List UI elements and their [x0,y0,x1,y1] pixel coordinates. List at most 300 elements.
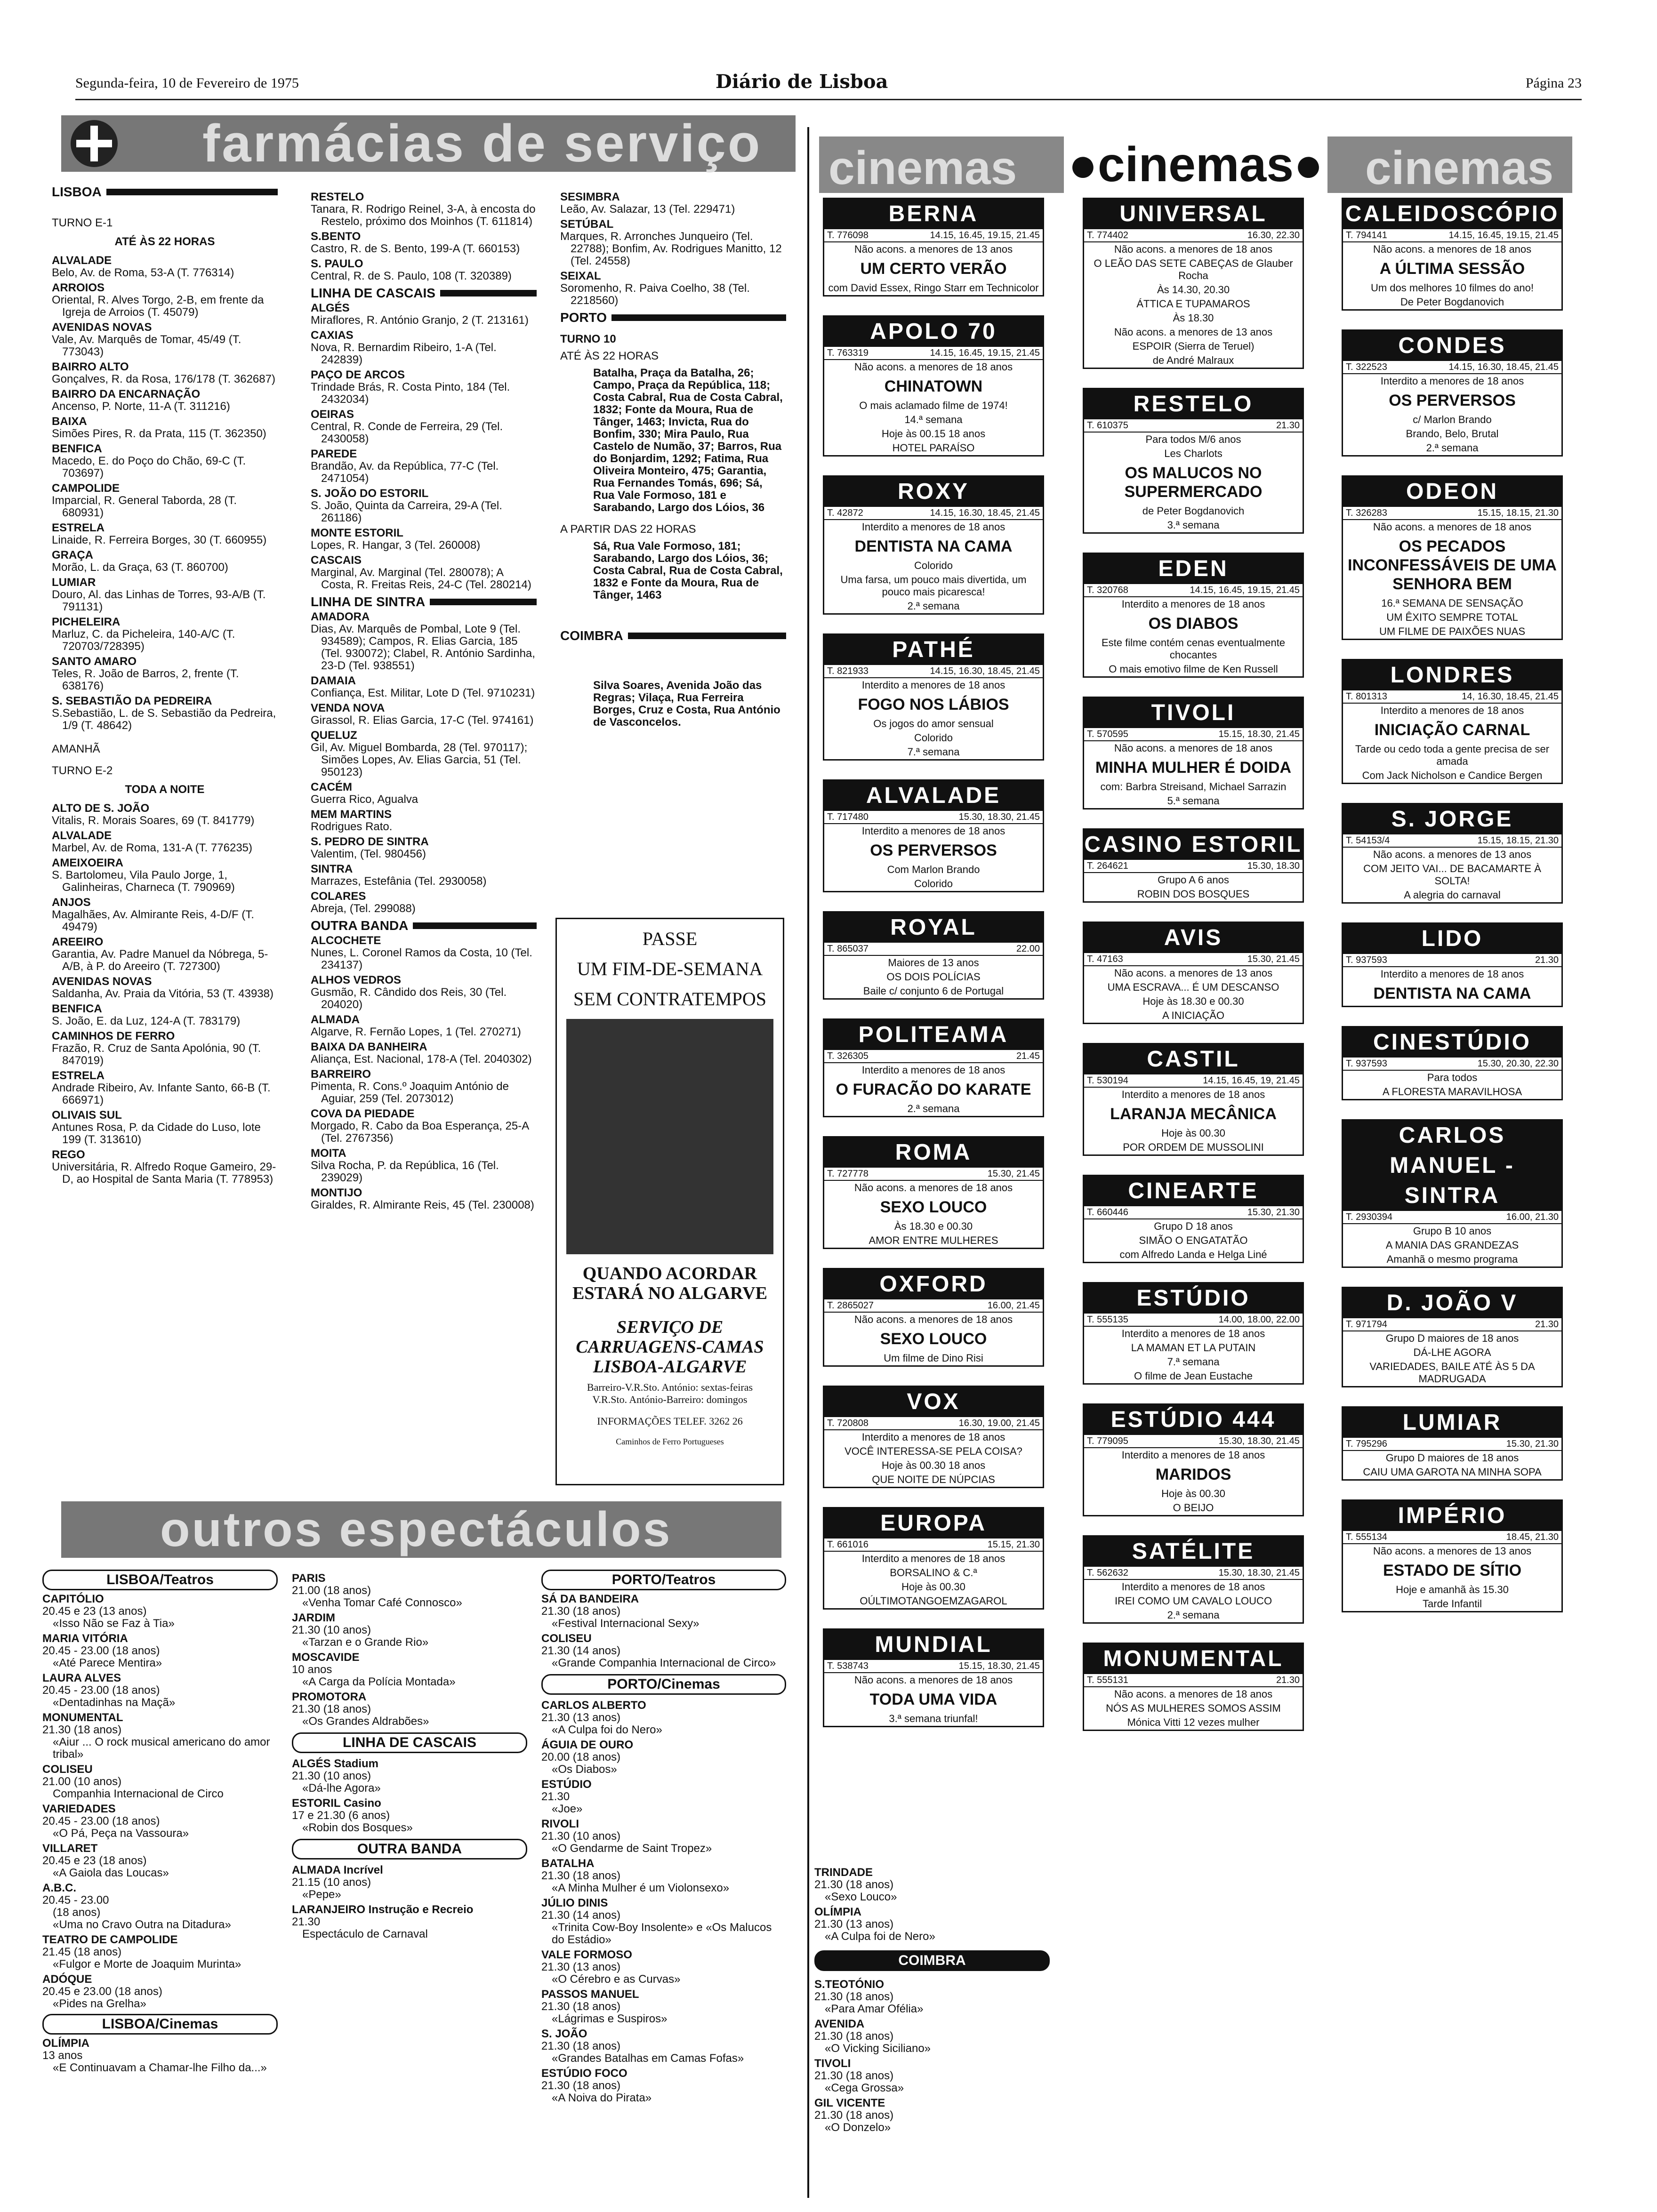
outros-column-2 [292,1570,527,1940]
list-entry: Tanara, R. Rodrigo Reinel, 3-A, à encosta do Restelo, próximo dos Moinhos (T. 611814) [311,203,536,228]
cinema-phone-times [1084,1567,1303,1580]
cinema-phone: T. 776098 [827,230,869,240]
cinema-times: 14.15, 16.30, 18.45, 21.45 [1448,362,1559,372]
cinema-box-sat-lite [1083,1535,1304,1624]
cinema-note: Os jogos do amor sensual [873,718,994,729]
cinema-film-title: SEXO LOUCO [880,1330,987,1348]
cinema-note: Amanhã o mesmo programa [1386,1253,1518,1265]
list-entry: Universitária, R. Alfredo Roque Gameiro, 29-D, ao Hospital de Santa Maria (T. 778953) [52,1161,276,1186]
list-heading: AREEIRO [52,936,104,948]
cinema-box-londres [1342,659,1563,784]
cinema-phone: T. 794141 [1346,230,1387,240]
list-entry: Marluz, C. da Picheleira, 140-A/C (T. 720703/728395) [52,628,235,653]
cinema-note: c/ Marlon Brando [1413,414,1492,425]
label-porto-teatros: PORTO/Teatros [541,1570,786,1590]
cinema-note: com David Essex, Ringo Starr em Technicolor [828,282,1039,294]
cinema-box-mundial [823,1628,1044,1727]
list-entry: S. João, E. da Luz, 124-A (T. 783179) [52,1015,241,1027]
cinema-box-roma [823,1136,1044,1249]
porto-apartir-22: A PARTIR DAS 22 HORAS [560,523,696,536]
cinema-box-royal [823,911,1044,1000]
list-entry: Douro, Al. das Linhas de Torres, 93-A/B (T. 791131) [52,588,266,613]
cinema-note: Não acons. a menores de 18 anos [854,1314,1013,1325]
list-heading: QUELUZ [311,729,357,742]
cinema-note: O mais aclamado filme de 1974! [859,400,1008,411]
advert-line4: QUANDO ACORDAR [582,1264,757,1283]
list-entry: Garantia, Av. Padre Manuel da Nóbrega, 5-A/B, à P. do Areeiro (T. 727300) [52,948,268,973]
cinema-film-title: ESTADO DE SÍTIO [1383,1562,1522,1579]
outros-banner: outros espectáculos [61,1501,781,1558]
list-heading: AMADORA [311,610,370,623]
list-heading: S. PEDRO DE SINTRA [311,835,429,848]
cinema-phone-times [824,1539,1043,1552]
cinema-film-title: MARIDOS [1155,1466,1231,1483]
list-entry: Gusmão, R. Cândido dos Reis, 30 (Tel. 204020) [311,986,507,1011]
section-porto: PORTO [560,312,786,324]
cinema-box-restelo [1083,388,1304,534]
cinema-phone-times [824,1660,1043,1673]
cinema-note: Hoje às 00.30 [901,1581,965,1593]
cinema-note: com: Barbra Streisand, Michael Sarrazin [1100,781,1287,793]
list-heading: A.B.C. [42,1882,76,1894]
advert-line12: Caminhos de Ferro Portugueses [616,1437,724,1446]
cinema-phone: T. 801313 [1346,691,1387,702]
label-coimbra: COIMBRA [814,1950,1050,1971]
section-lisboa: LISBOA [52,186,278,198]
train-advert [555,918,784,1485]
list-heading: BENFICA [52,442,102,455]
cinema-name: RESTELO [1084,389,1303,419]
list-heading: TEATRO DE CAMPOLIDE [42,1933,178,1946]
list-heading: MARIA VITÓRIA [42,1632,128,1645]
list-heading: BENFICA [52,1002,102,1015]
cinema-film-title: OS PECADOS INCONFESSÁVEIS DE UMA SENHORA BEM [1348,537,1557,593]
cinema-name: UNIVERSAL [1084,199,1303,229]
cinema-box-oxford [823,1268,1044,1367]
cinema-note: Hoje às 00.30 18 anos [881,1459,986,1471]
cinema-phone-times [824,1168,1043,1181]
list-heading: MEM MARTINS [311,808,392,821]
cinema-name: CASTIL [1084,1044,1303,1074]
cinema-note: 7.ª semana [1167,1356,1220,1368]
list-heading: AVENIDAS NOVAS [52,975,152,988]
cinema-phone-times [1343,1058,1561,1071]
cinema-name: MONUMENTAL [1084,1644,1303,1674]
cinema-note: 14.ª semana [904,414,963,425]
cinema-note: Não acons. a menores de 13 anos [1114,967,1273,979]
cinema-note: 2.ª semana [907,1103,960,1114]
list-heading: DAMAIA [311,674,356,687]
list-entry: Soromenho, R. Paiva Coelho, 38 (Tel. 2218560) [560,282,750,307]
list-entry: Marques, R. Arronches Junqueiro (Tel. 22788); Bonfim, Av. Rodrigues Manitto, 12 (Tel. 24558) [560,230,782,267]
cinema-phone: T. 937593 [1346,1058,1387,1069]
section-outra-banda: OUTRA BANDA [311,920,537,932]
cinema-phone-times [1084,229,1303,242]
cinema-film-title: OS PERVERSOS [870,842,997,859]
cinema-phone-times [1084,728,1303,741]
pharmacy-cross-icon [71,120,118,167]
cinema-name: ROMA [824,1138,1043,1168]
list-heading: COLISEU [42,1763,93,1776]
cinema-note: Maiores de 13 anos [888,957,979,969]
list-entry: 21.30 (13 anos) «A Culpa foi de Nero» [814,1918,935,1943]
cinema-box-lumiar [1342,1406,1563,1481]
page-header [75,71,1582,100]
cinema-note: Não acons. a menores de 13 anos [1373,1545,1532,1557]
list-heading: ALVALADE [52,254,112,267]
cinema-phone: T. 971794 [1346,1319,1387,1330]
list-heading: JARDIM [292,1611,336,1624]
cinema-film-title: O FURACÃO DO KARATE [836,1081,1031,1098]
cinema-phone: T. 660446 [1087,1207,1128,1218]
cinema-phone-times [1343,1438,1561,1451]
cinema-note: OS DOIS POLÍCIAS [886,971,981,983]
list-entry: Aliança, Est. Nacional, 178-A (Tel. 2040302) [311,1053,532,1066]
outros-column-4 [814,1864,1050,2134]
cinema-phone-times [1084,1074,1303,1088]
cinema-times: 15.30, 18.30, 21.45 [1218,1436,1300,1446]
cinema-note: COM JEITO VAI... DE BACAMARTE À SOLTA! [1363,863,1541,887]
cinema-name: CARLOS MANUEL - SINTRA [1343,1121,1561,1211]
list-heading: ADÓQUE [42,1973,92,1986]
cinema-note: O LEÃO DAS SETE CABEÇAS de Glauber Rocha [1094,257,1293,281]
porto-list-1: Batalha, Praça da Batalha, 26; Campo, Praça da República, 118; Costa Cabral, Rua de Costa Cabral, 1832; Fonte da Moura, Rua de Tânger, 1463; Invicta, Rua do Bonfim, 330; Mira Paulo, Rua Castelo de Numão, 37; Barros, Rua do Bonjardim, 1292; Fatima, Rua Oliveira Monteiro, 475; Garantia, Rua Fernandes Tomás, 696; Sá, Rua Vale Formoso, 181 e Sarabando, Largo dos Lóios, 36 [593,367,783,514]
cinema-box-berna [823,198,1044,297]
list-entry: 21.30 (18 anos) «O Vicking Siciliano» [814,2030,931,2055]
cinema-note: Não acons. a menores de 18 anos [1114,243,1273,255]
list-entry: 21.30 (18 anos) «Festival Internacional Sexy» [541,1605,700,1630]
list-heading: COLISEU [541,1632,592,1645]
list-heading: CAPITÓLIO [42,1593,104,1605]
list-entry: S. Bartolomeu, Vila Paulo Jorge, 1, Galinheiras, Charneca (T. 790969) [52,869,235,894]
toda-a-noite: TODA A NOITE [125,783,205,796]
label-porto-cinemas: PORTO/Cinemas [541,1674,786,1695]
cinema-name: MUNDIAL [824,1630,1043,1660]
cinema-box-path- [823,633,1044,761]
list-heading: BATALHA [541,1857,595,1870]
label-linha-cascais: LINHA DE CASCAIS [292,1732,527,1753]
list-heading: OLÍMPIA [42,2037,89,2050]
cinema-note: Interdito a menores de 18 anos [1121,1089,1265,1100]
cinema-phone: T. 322523 [1346,362,1387,372]
list-heading: S. JOÃO [541,2028,587,2040]
cinema-box-casino-estoril [1083,828,1304,903]
cinema-times: 15.30, 21.45 [1247,954,1300,964]
list-heading: PICHELEIRA [52,616,121,628]
col3-list-1 [560,191,786,307]
cinema-note: A MANIA DAS GRANDEZAS [1385,1239,1519,1251]
cinema-note: 2.ª semana [1167,1609,1220,1621]
cascais-shows-list [292,1758,527,1834]
cinema-phone-times [824,1299,1043,1313]
turno-e1: TURNO E-1 [52,216,113,229]
cinema-note: 2.ª semana [1426,442,1479,454]
list-entry: Algarve, R. Fernão Lopes, 1 (Tel. 270271) [311,1026,521,1038]
cinema-note: Interdito a menores de 18 anos [861,521,1005,533]
list-heading: COLARES [311,890,366,903]
cinema-box-avis [1083,922,1304,1024]
cinema-note: A FLORESTA MARAVILHOSA [1382,1086,1522,1098]
list-entry: 21.30 (14 anos) «Grande Companhia Internacional de Circo» [541,1644,776,1669]
cinema-phone: T. 320768 [1087,585,1128,595]
list-entry: Morgado, R. Cabo da Boa Esperança, 25-A (Tel. 2767356) [311,1120,529,1145]
cinema-note: Não acons. a menores de 13 anos [1114,326,1273,338]
cinema-note: Colorido [914,560,953,571]
list-heading: ALTO DE S. JOÃO [52,802,150,815]
list-entry: Vitalis, R. Morais Soares, 69 (T. 841779) [52,814,255,827]
cinema-box-cinearte [1083,1175,1304,1263]
list-heading: PAÇO DE ARCOS [311,369,405,381]
list-entry: Pimenta, R. Cons.º Joaquim António de Aguiar, 259 (Tel. 2073012) [311,1080,509,1105]
cinema-note: BORSALINO & C.ª [890,1567,977,1579]
cinema-note: Não acons. a menores de 13 anos [1373,849,1532,860]
cinema-note: Brando, Belo, Brutal [1406,428,1499,440]
cinema-times: 14.15, 16.30, 18.45, 21.45 [930,666,1040,676]
cinema-times: 15.30, 18.30 [1247,861,1300,871]
list-heading: LAURA ALVES [42,1672,121,1684]
advert-line7: CARRUAGENS-CAMAS [576,1337,764,1357]
list-entry: Silva Rocha, P. da República, 16 (Tel. 239029) [311,1159,499,1184]
cinema-phone-times [824,1050,1043,1063]
cinema-note: de Peter Bogdanovich [1142,505,1245,517]
cinema-phone: T. 555131 [1087,1675,1128,1685]
cinema-phone-times [1343,507,1561,520]
list-heading: SEIXAL [560,270,601,282]
cinema-phone-times [824,943,1043,956]
cinema-box-eden [1083,553,1304,678]
list-heading: ANJOS [52,896,91,909]
cinema-note: LA MAMAN ET LA PUTAIN [1131,1342,1256,1354]
cinema-box-caleidosc-pio [1342,198,1563,311]
list-entry: 21.30 «Joe» [541,1790,583,1815]
cinema-phone: T. 727778 [827,1169,869,1179]
cinema-phone: T. 538743 [827,1661,869,1671]
cinema-box-lido [1342,922,1563,1007]
cinema-times: 21.30 [1535,955,1559,965]
cinema-note: POR ORDEM DE MUSSOLINI [1123,1141,1264,1153]
list-heading: S. PAULO [311,257,363,270]
cinema-note: Para todos [1427,1072,1478,1083]
list-heading: BAIXA DA BANHEIRA [311,1041,427,1053]
cinema-note: 3.ª semana triunfal! [889,1713,978,1724]
list-heading: RESTELO [311,191,364,203]
cinema-note: Hoje às 00.30 [1161,1488,1225,1499]
cinema-film-title: UM CERTO VERÃO [860,260,1007,278]
cinema-phone: T. 555134 [1346,1532,1387,1542]
cinema-name: S. JORGE [1343,804,1561,834]
list-entry: Marginal, Av. Marginal (Tel. 280078); A Costa, R. Freitas Reis, 24-C (Tel. 280214) [311,566,531,591]
list-entry: 10 anos «A Carga da Polícia Montada» [292,1663,456,1688]
cinema-phone: T. 264621 [1087,861,1128,871]
list-heading: VENDA NOVA [311,702,385,714]
label-lisboa-cinemas: LISBOA/Cinemas [42,2014,278,2035]
cinema-note: Interdito a menores de 18 anos [1380,968,1524,980]
cinema-phone-times [1084,1435,1303,1448]
cinema-film-title: INICIAÇÃO CARNAL [1374,721,1530,739]
cinema-phone-times [1343,229,1561,242]
list-entry: Linaide, R. Ferreira Borges, 30 (T. 660955) [52,534,267,546]
cinema-box-odeon [1342,475,1563,640]
cinema-times: 15.15, 18.15, 21.30 [1477,508,1559,518]
col2-list-1 [311,191,537,282]
list-entry: Simões Pires, R. da Prata, 115 (T. 362350) [52,427,266,440]
cinema-note: Um dos melhores 10 filmes do ano! [1370,282,1534,294]
cinema-phone-times [1343,361,1561,374]
cinema-name: ROXY [824,477,1043,507]
list-entry: Marrazes, Estefânia (Tel. 2930058) [311,875,487,888]
cinema-note: QUE NOITE DE NÚPCIAS [872,1474,995,1485]
cinema-film-title: A ÚLTIMA SESSÃO [1379,260,1525,278]
list-entry: 21.30 (18 anos) «Cega Grossa» [814,2069,904,2094]
cinema-phone: T. 326305 [827,1051,869,1061]
cinema-box-universal [1083,198,1304,369]
list-entry: 21.45 (18 anos) «Fulgor e Morte de Joaquim Murinta» [42,1946,241,1971]
cinema-note: A alegria do carnaval [1404,889,1501,901]
outros-column-1 [42,1570,278,2074]
lisboa-list-2 [52,802,278,1186]
cinema-name: POLITEAMA [824,1020,1043,1050]
list-entry: Brandão, Av. da República, 77-C (Tel. 2471054) [311,460,499,485]
cinema-phone: T. 763319 [827,348,869,358]
cinema-note: 2.ª semana [907,600,960,612]
cinema-times: 15.15, 18.30, 21.45 [1218,729,1300,739]
list-heading: S. JOÃO DO ESTORIL [311,487,429,500]
list-heading: MONTIJO [311,1186,362,1199]
list-entry: Rodrigues Rato. [311,820,393,833]
list-entry: Oriental, R. Alves Torgo, 2-B, em frente da Igreja de Arroios (T. 45079) [52,294,264,319]
list-heading: LUMIAR [52,576,96,589]
list-heading: CAMPOLIDE [52,482,120,495]
cinema-note: Não acons. a menores de 18 anos [1114,1688,1273,1700]
list-heading: MONUMENTAL [42,1711,123,1724]
cinema-phone-times [1084,1206,1303,1219]
list-entry: Teles, R. João de Barros, 2, frente (T. 638176) [52,667,239,692]
advert-line6: SERVIÇO DE [616,1317,724,1337]
cinema-note: com Alfredo Landa e Helga Liné [1119,1249,1267,1260]
cinema-times: 14.15, 16.45, 19.15, 21.45 [930,348,1040,358]
cinema-name: EDEN [1084,554,1303,584]
cinema-name: EUROPA [824,1508,1043,1539]
list-entry: Lopes, R. Hangar, 3 (Tel. 260008) [311,539,481,552]
cinema-box-castil [1083,1043,1304,1156]
cinema-note: Interdito a menores de 18 anos [861,1431,1005,1443]
cinema-phone: T. 42872 [827,508,863,518]
section-coimbra: COIMBRA [560,630,786,642]
list-entry: Girassol, R. Elias Garcia, 17-C (Tel. 974161) [311,714,534,727]
cinema-phone: T. 795296 [1346,1439,1387,1449]
cinema-note: Interdito a menores de 18 anos [1121,1581,1265,1593]
list-heading: ÁGUIA DE OURO [541,1739,634,1751]
newspaper-title: Diário de Lisboa [716,71,888,93]
list-heading: CASCAIS [311,554,362,567]
cinema-name: SATÉLITE [1084,1537,1303,1567]
cinema-times: 21.30 [1276,1675,1300,1685]
cinema-note: 3.ª semana [1167,519,1220,531]
cinema-phone: T. 555135 [1087,1314,1128,1325]
list-entry: 21.30 Espectáculo de Carnaval [292,1915,428,1940]
lisboa-cinemas-list [42,2037,278,2074]
cinema-box-d-jo-o-v [1342,1287,1563,1387]
list-heading: ALGÉS [311,302,350,314]
cinema-note: VOCÊ INTERESSA-SE PELA COISA? [845,1445,1022,1457]
list-entry: Andrade Ribeiro, Av. Infante Santo, 66-B (T. 666971) [52,1082,271,1106]
cinema-note: SIMÃO O ENGATATÃO [1139,1234,1248,1246]
list-entry: 21.30 (18 anos) «Grandes Batalhas em Camas Fofas» [541,2040,744,2065]
list-entry: 21.30 (18 anos) «Aiur ... O rock musical americano do amor tribal» [42,1723,270,1761]
list-heading: ESTÚDIO [541,1778,592,1791]
list-heading: ARROIOS [52,281,105,294]
cinema-phone-times [1343,1318,1561,1331]
cinema-times: 14.15, 16.45, 19.15, 21.45 [1190,585,1300,595]
list-entry: Central, R. de S. Paulo, 108 (T. 320389) [311,270,512,282]
teatros-list [42,1593,278,2010]
cinema-name: PATHÉ [824,635,1043,665]
list-entry: Miraflores, R. António Granjo, 2 (T. 213161) [311,314,529,327]
list-entry: Macedo, E. do Poço do Chão, 69-C (T. 703697) [52,455,246,480]
list-entry: S.Sebastião, L. de S. Sebastião da Pedreira, 1/9 (T. 48642) [52,707,276,732]
advert-line9: Barreiro-V.R.Sto. António: sextas-feiras [587,1381,753,1393]
list-heading: TRINDADE [814,1866,873,1879]
cinema-name: CINESTÚDIO [1343,1027,1561,1058]
list-heading: ALMADA Incrível [292,1864,383,1876]
cinema-phone-times [1343,690,1561,704]
cinema-note: Interdito a menores de 18 anos [861,1064,1005,1076]
list-entry: 21.30 (18 anos) «Os Grandes Aldrabões» [292,1703,429,1728]
cinema-box-europa [823,1507,1044,1610]
pharmacies-banner: farmácias de serviço [61,115,796,172]
list-entry: 21.30 (18 anos) «Para Amar Ofélia» [814,1990,924,2015]
cinema-times: 21.45 [1016,1051,1040,1061]
cinema-note: Tarde Infantil [1423,1598,1482,1610]
section-linha-sintra: LINHA DE SINTRA [311,596,537,608]
list-entry: 21.30 (14 anos) «Trinita Cow-Boy Insolente» e «Os Malucos do Estádio» [541,1909,772,1946]
cinema-note: Para todos M/6 anos [1145,433,1241,445]
list-entry: 21.00 (10 anos) Companhia Internacional de Circo [42,1775,224,1800]
cinema-phone: T. 661016 [827,1539,869,1550]
list-heading: CARLOS ALBERTO [541,1699,646,1712]
cinema-note: O mais emotivo filme de Ken Russell [1109,663,1278,675]
cinema-note: Interdito a menores de 18 anos [1380,375,1524,387]
cinema-note: Não acons. a menores de 18 anos [1373,243,1532,255]
list-entry: 20.00 (18 anos) «Os Diabos» [541,1751,621,1776]
list-entry: Nova, R. Bernardim Ribeiro, 1-A (Tel. 242839) [311,341,497,366]
cinema-phone-times [1084,1314,1303,1327]
cinema-note: Não acons. a menores de 18 anos [854,361,1013,373]
cinema-times: 15.15, 21.30 [987,1539,1040,1550]
col4-shows-list [814,1867,1050,1943]
cinema-times: 18.45, 21.30 [1506,1532,1559,1542]
cinema-phone: T. 47163 [1087,954,1123,964]
cinema-note: Interdito a menores de 18 anos [861,825,1005,837]
list-heading: PARIS [292,1572,326,1585]
cinema-times: 14.15, 16.45, 19.15, 21.45 [1448,230,1559,240]
page-number: Página 23 [1525,75,1582,91]
cinema-box-roxy [823,475,1044,615]
list-heading: SETÚBAL [560,218,614,231]
list-entry: 21.00 (18 anos) «Venha Tomar Café Connosco» [292,1584,462,1609]
coimbra-list: Silva Soares, Avenida João das Regras; Vilaça, Rua Ferreira Borges, Cruz e Costa, Rua António de Vasconcelos. [593,679,780,729]
cinema-note: Baile c/ conjunto 6 de Portugal [863,985,1004,997]
cinema-note: Interdito a menores de 18 anos [1121,598,1265,610]
list-heading: ALHOS VEDROS [311,974,402,986]
list-entry: Guerra Rico, Agualva [311,793,418,806]
pharmacy-column-lisboa [52,181,278,1186]
cinema-times: 15.30, 18.30, 21.45 [958,812,1040,822]
cinema-phone-times [824,347,1043,360]
list-entry: Dias, Av. Marquês de Pombal, Lote 9 (Tel. 934589); Campos, R. Elias Garcia, 185 (Tel. 930072); Clabel, R. António Sardinha, 23-D (Tel. 938551) [311,623,535,672]
list-heading: BAIRRO ALTO [52,361,129,373]
cinema-phone-times [824,229,1043,242]
